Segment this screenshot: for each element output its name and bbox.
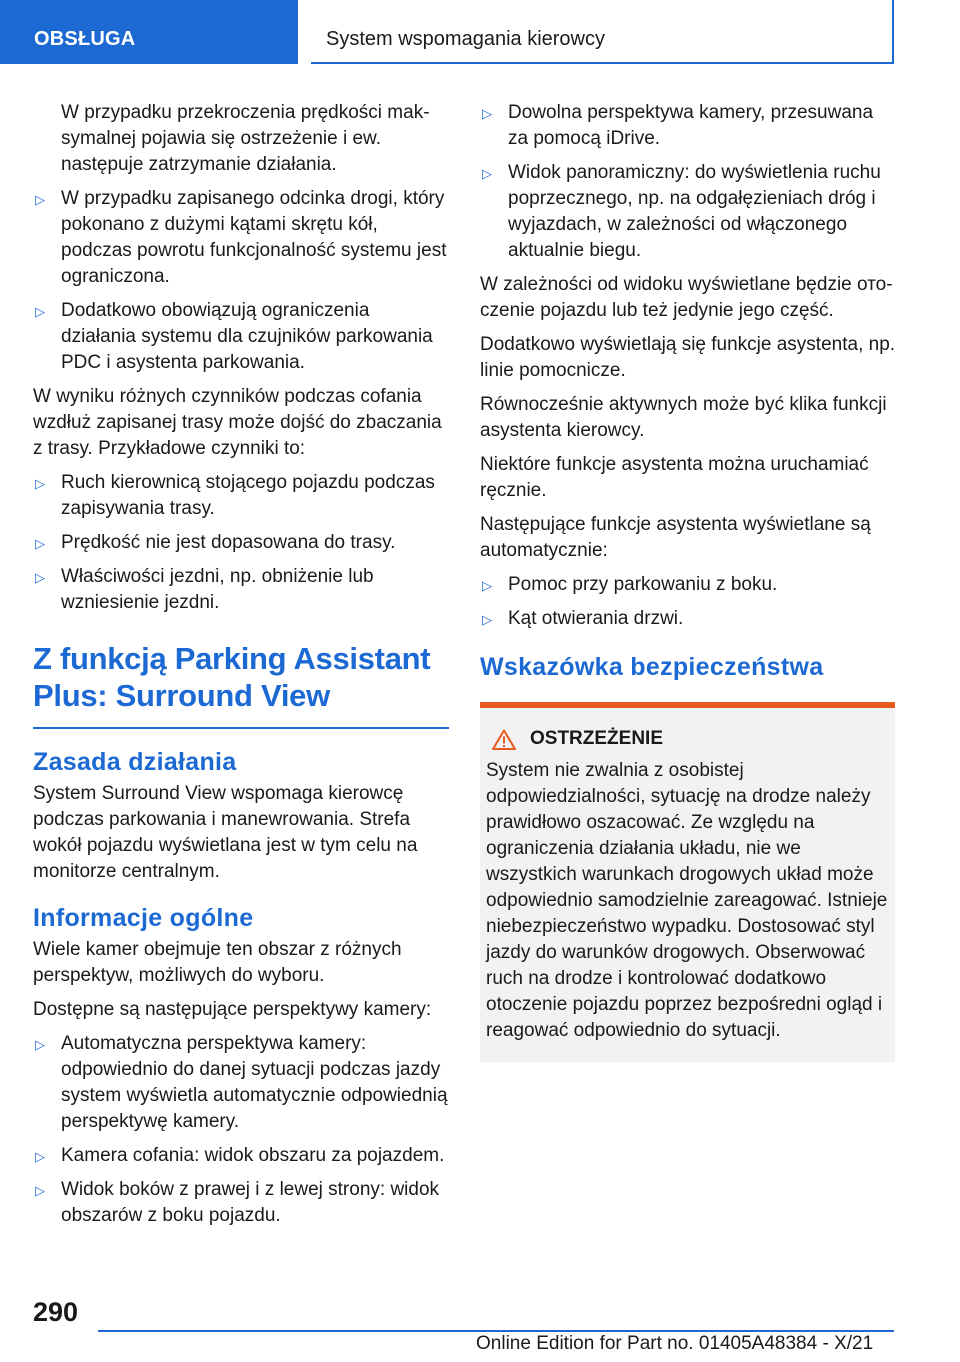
list-item: ▷ Kamera cofania: widok obszaru za pojazdem. <box>33 1143 449 1169</box>
triangle-bullet-icon: ▷ <box>35 304 45 319</box>
header-chapter-box <box>311 0 894 64</box>
heading-safety: Wskazówka bezpieczeństwa <box>480 653 824 681</box>
warning-triangle-icon <box>492 729 516 750</box>
list-item: ▷ Kąt otwierania drzwi. <box>480 606 896 632</box>
triangle-bullet-icon: ▷ <box>35 570 45 585</box>
triangle-bullet-icon: ▷ <box>35 1037 45 1052</box>
triangle-bullet-icon: ▷ <box>482 578 492 593</box>
footer-edition: Online Edition for Part no. 01405A48384 - X/21 <box>476 1333 874 1354</box>
list-item: ▷ Pomoc przy parkowaniu z boku. <box>480 572 896 598</box>
auto-functions-list <box>480 572 896 632</box>
simultaneous-paragraph: Równocześnie aktywnych może być klika funkcji asystenta kierowcy. <box>480 394 887 441</box>
triangle-bullet-icon: ▷ <box>482 166 492 181</box>
list-item: ▷ Widok panoramiczny: do wyświetlenia ruchu poprzecznego, np. na odgałęzieniach dróg i wyjazdach, w zależności od włączonego aktualnie biegu. <box>482 162 881 261</box>
heading-principle: Zasada działania <box>33 748 237 776</box>
footer-rule <box>98 1330 894 1332</box>
limitations-list <box>33 186 449 376</box>
section-title: Z funkcją Parking Assistant Plus: Surround View <box>33 641 431 713</box>
camera-perspectives-list-cont <box>480 100 896 264</box>
section-title-rule <box>33 727 449 729</box>
warning-box <box>480 702 895 1062</box>
header-chapter-label: System wspomagania kierowcy <box>326 28 605 50</box>
principle-text: System Surround View wspomaga kierowcę podczas parkowania i manewrowania. Strefa wokół pojazdu wyświetlana jest w tym celu na monitorze centralnym. <box>33 783 418 882</box>
view-paragraph: W zależności od widoku wyświetlane będzie ото-czenie pojazdu lub też jedynie jego część. <box>480 274 893 321</box>
automatic-paragraph: Następujące funkcje asystenta wyświetlane są automatycznie: <box>480 514 871 561</box>
list-item: ▷ Widok boków z prawej i z lewej strony: widok obszarów z boku pojazdu. <box>35 1179 440 1226</box>
list-item: ▷ Ruch kierownicą stojącego pojazdu podczas zapisywania trasy. <box>35 472 435 519</box>
triangle-bullet-icon: ▷ <box>35 1149 45 1164</box>
list-item: ▷ Prędkość nie jest dopasowana do trasy. <box>33 530 449 556</box>
left-column <box>33 100 449 1237</box>
header-section-label: OBSŁUGA <box>34 28 136 50</box>
manual-paragraph: Niektóre funkcje asystenta można uruchamiać ręcznie. <box>480 454 869 501</box>
right-column <box>480 100 896 1062</box>
list-item: ▷ Właściwości jezdni, np. obniżenie lub wzniesienie jezdni. <box>35 566 374 613</box>
heading-general: Informacje ogólne <box>33 904 254 932</box>
list-item: ▷ Automatyczna perspektywa kamery: odpowiednio do danej sytuacji podczas jazdy system wyświetla automatycznie odpowiednią perspektywę kamery. <box>35 1033 448 1132</box>
list-item: ▷ W przypadku zapisanego odcinka drogi, który pokonano z dużymi kątami skrętu kół, podczas powrotu funkcjonalność systemu jest ograniczona. <box>35 188 447 287</box>
triangle-bullet-icon: ▷ <box>482 106 492 121</box>
factors-list <box>33 470 449 616</box>
warning-header <box>486 726 889 752</box>
warning-title: OSTRZEŻENIE <box>530 728 664 749</box>
warning-text: System nie zwalnia z osobistej odpowiedzialności, sytuację na drodze należy prawidłowo oszacować. Ze względu na ograniczenia działania układu, nie we wszystkich warunkach drogowych układ może odpowiednio samodzielnie zareagować. Istnieje niebezpieczeństwo wypadku. Dostosować styl jazdy do warunków drogowych. Obserwować ruch na drodze i kontrolować dodatkowo otoczenie pojazdu poprzez bezpośredni ogląd i reagować odpowiednio do sytuacji. <box>486 760 888 1041</box>
factors-paragraph: W wyniku różnych czynników podczas cofania wzdłuż zapisanej trasy może dojść do zbaczania z trasy. Przykładowe czynniki to: <box>33 386 442 459</box>
triangle-bullet-icon: ▷ <box>482 612 492 627</box>
continued-paragraph: W przypadku przekroczenia prędkości mak-symalnej pojawia się ostrzeżenie i ew. następuje zatrzymanie działania. <box>61 102 430 175</box>
general-text-2: Dostępne są następujące perspektywy kamery: <box>33 999 432 1020</box>
assist-lines-paragraph: Dodatkowo wyświetlają się funkcje asystenta, np. linie pomocnicze. <box>480 334 896 381</box>
list-item: ▷ Dodatkowo obowiązują ograniczenia działania systemu dla czujników parkowania PDC i asystenta parkowania. <box>35 300 433 373</box>
list-item: ▷ Dowolna perspektywa kamery, przesuwana za pomocą iDrive. <box>482 102 874 149</box>
camera-perspectives-list <box>33 1031 449 1229</box>
triangle-bullet-icon: ▷ <box>35 476 45 491</box>
general-text-1: Wiele kamer obejmuje ten obszar z różnych perspektyw, możliwych do wyboru. <box>33 939 402 986</box>
triangle-bullet-icon: ▷ <box>35 1183 45 1198</box>
header-section-tab <box>0 0 298 64</box>
triangle-bullet-icon: ▷ <box>35 536 45 551</box>
page-number: 290 <box>33 1297 79 1327</box>
triangle-bullet-icon: ▷ <box>35 192 45 207</box>
